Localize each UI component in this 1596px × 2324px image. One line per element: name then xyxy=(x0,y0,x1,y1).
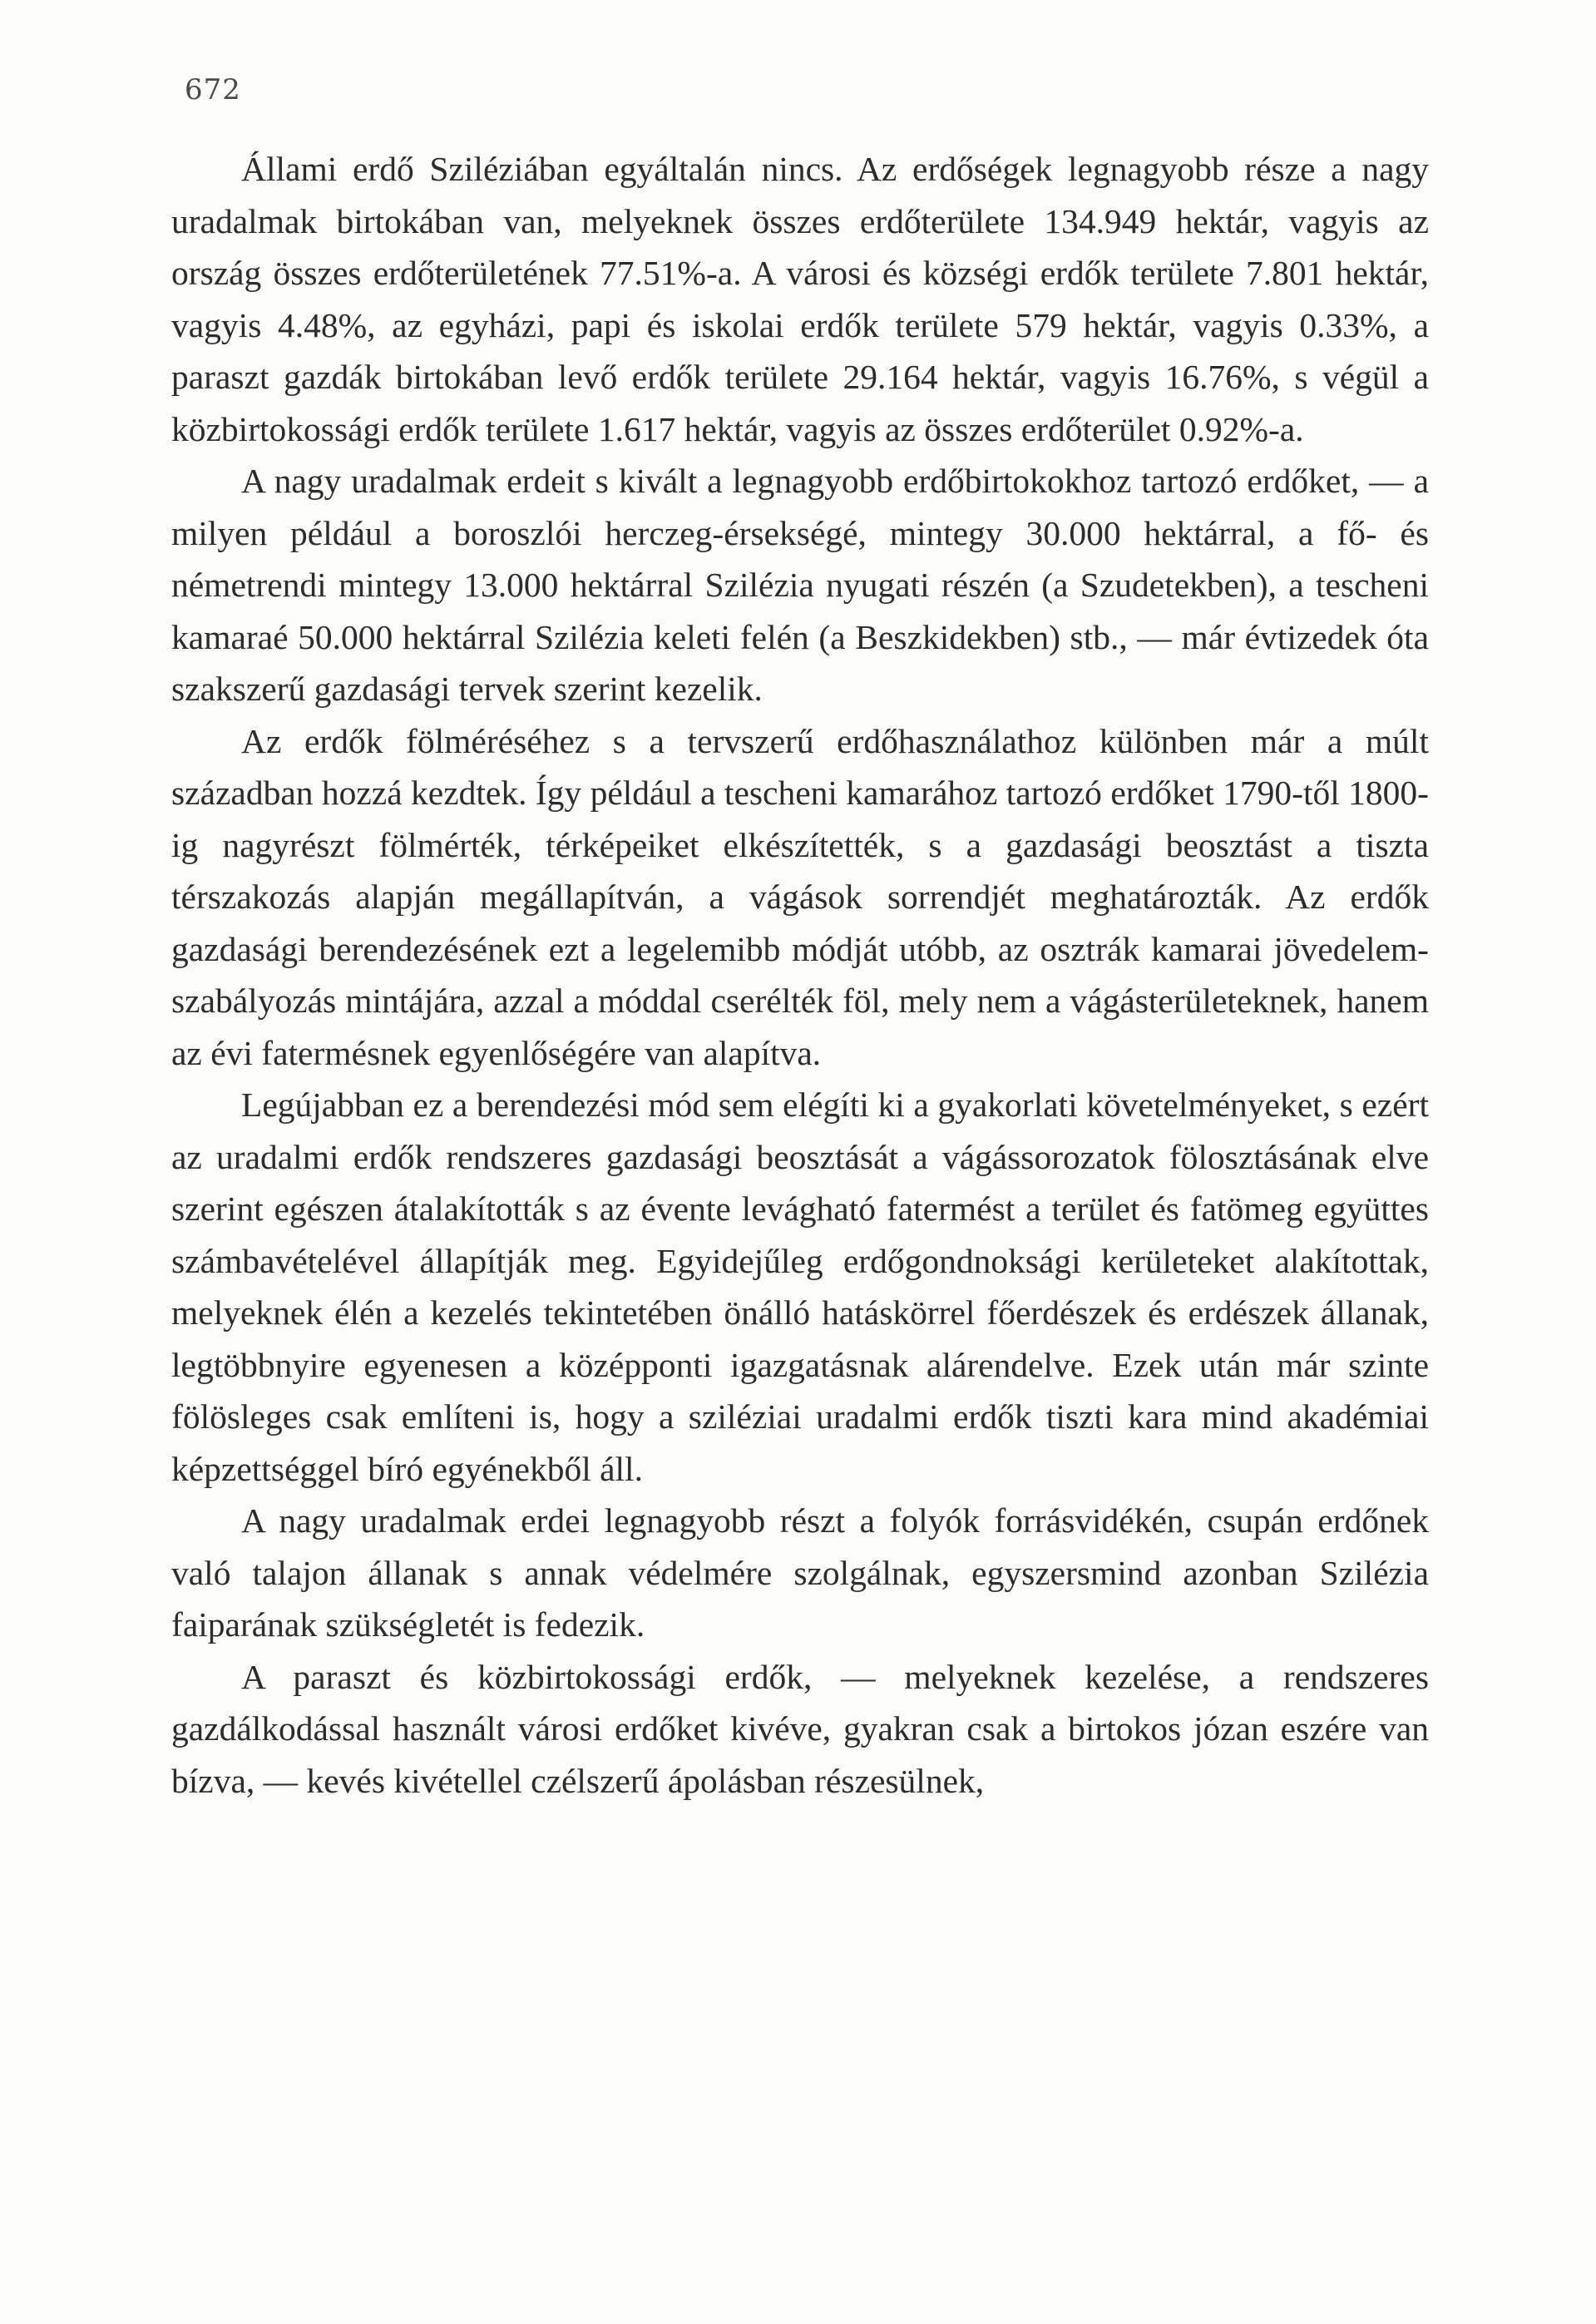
paragraph-peasant-forests: A paraszt és közbirtokossági erdők, — melyeknek kezelése, a rendszeres gazdálkodással használt városi erdőket kivéve, gyakran csak a birtokos józan eszére van bízva, — kevés kivétellel czélszerű ápolásban részesülnek, xyxy=(171,1657,1429,1800)
paragraph-headwaters: A nagy uradalmak erdei legnagyobb részt a folyók forrásvidékén, csupán erdőnek való talajon állanak s annak védelmére szolgálnak, egyszersmind azonban Szilézia faiparának szükségletét is fedezik. xyxy=(171,1501,1429,1644)
paragraph-state-forests: Állami erdő Sziléziában egyáltalán nincs. Az erdőségek legnagyobb része a nagy uradalmak birtokában van, melyeknek összes erdőterülete 134.949 hektár, vagyis az ország összes erdőterületének 77.51%-a. A városi és községi erdők területe 7.801 hektár, vagyis 4.48%, az egyházi, papi és iskolai erdők területe 579 hektár, vagyis 0.33%, a paraszt gazdák birtokában levő erdők területe 29.164 hektár, vagyis 16.76%, s végül a közbirtokossági erdők területe 1.617 hektár, vagyis az összes erdőterület 0.92%-a. xyxy=(171,150,1429,448)
paragraph-large-estates: A nagy uradalmak erdeit s kivált a legnagyobb erdőbirtokokhoz tartozó erdőket, — a milyen például a boroszlói herczeg-érsekségé, mintegy 30.000 hektárral, a fő- és németrendi mintegy 13.000 hektárral Szilézia nyugati részén (a Szudetekben), a tescheni kamaraé 50.000 hektárral Szilézia keleti felén (a Beszkidekben) stb., — már évtizedek óta szakszerű gazdasági tervek szerint kezelik. xyxy=(171,462,1429,708)
body-text xyxy=(171,143,1429,1807)
paragraph-forest-survey: Az erdők fölméréséhez s a tervszerű erdőhasználathoz különben már a múlt században hozzá kezdtek. Így például a tescheni kamarához tartozó erdőket 1790-től 1800-ig nagyrészt fölmérték, térképeiket elkészítették, s a gazdasági beosztást a tiszta térszakozás alapján megállapítván, a vágások sorrendjét meghatározták. Az erdők gazdasági berendezésének ezt a legelemibb módját utóbb, az osztrák kamarai jövedelem-szabályozás mintájára, azzal a móddal cserélték föl, mely nem a vágásterületeknek, hanem az évi fatermésnek egyenlőségére van alapítva. xyxy=(171,721,1429,1072)
paragraph-modern-management: Legújabban ez a berendezési mód sem elégíti ki a gyakorlati követelményeket, s ezért az uradalmi erdők rendszeres gazdasági beosztását a vágássorozatok fölosztásának elve szerint egészen átalakították s az évente levágható fatermést a terület és fatömeg együttes számbavételével állapítják meg. Egyidejűleg erdőgondnoksági kerületeket alakítottak, melyeknek élén a kezelés tekintetében önálló hatáskörrel főerdészek és erdészek állanak, legtöbbnyire egyenesen a középponti igazgatásnak alárendelve. Ezek után már szinte fölösleges csak említeni is, hogy a sziléziai uradalmi erdők tiszti kara mind akadémiai képzettséggel bíró egyénekből áll. xyxy=(171,1085,1429,1488)
page-number: 672 xyxy=(185,73,241,106)
